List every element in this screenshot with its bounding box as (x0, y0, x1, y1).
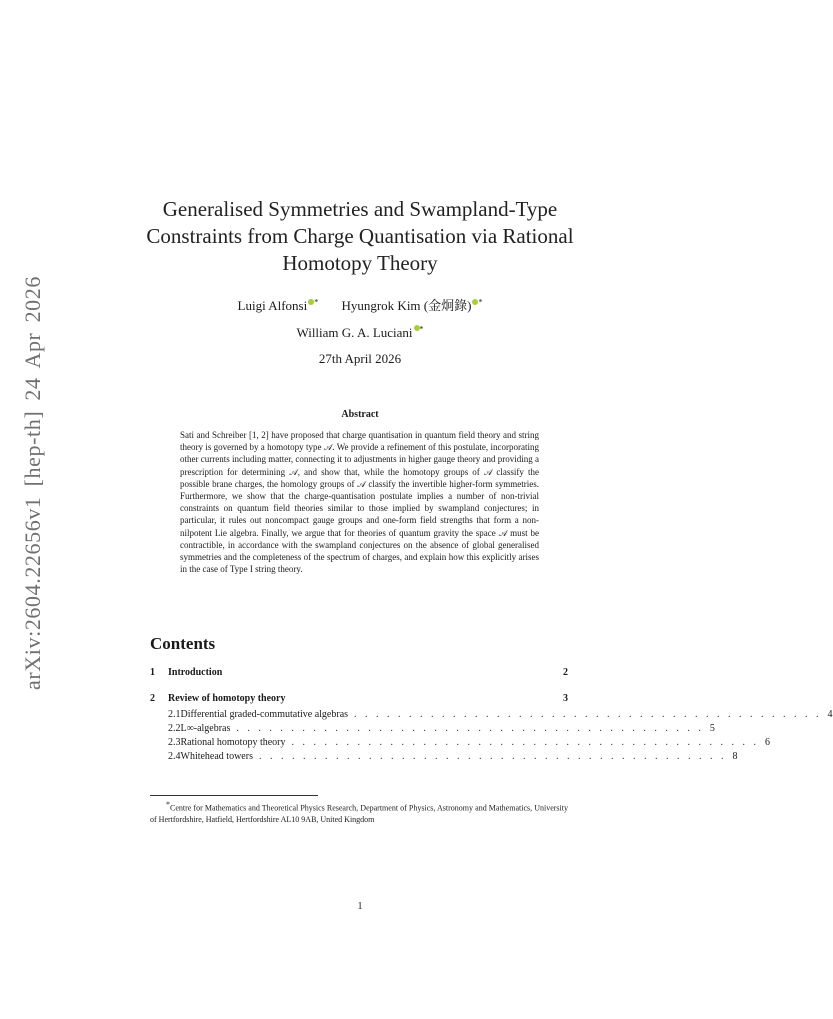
author-1 (238, 298, 319, 313)
author-name: Luigi Alfonsi (237, 298, 308, 314)
contents-heading: Contents (150, 634, 216, 653)
toc-page: 5 (709, 723, 715, 734)
toc-entry-rational-homotopy-theory[interactable] (150, 737, 770, 750)
toc-page: 3 (563, 693, 568, 704)
publication-date: 27th April 2026 (318, 351, 402, 366)
toc-title: Whitehead towers (180, 751, 253, 762)
toc-page: 8 (732, 751, 738, 762)
arxiv-stamp (20, 276, 46, 690)
author-name: William G. A. Luciani (296, 324, 413, 340)
toc-title: Review of homotopy theory (168, 693, 286, 704)
toc-leader-dots: . . . . . . . . . . . . . . . . . . . . . . . . . . . . . . . . . . . . . . . . . . . (258, 751, 727, 762)
toc-leader-dots: . . . . . . . . . . . . . . . . . . . . . . . . . . . . . . . . . . . . . . . . . . . (354, 709, 822, 720)
author-3 (296, 325, 423, 340)
abstract-text: Sati and Schreiber [1, 2] have proposed that charge quantisation in quantum field theory and string theory is governed by a homotopy type 𝒜. We provide a refinement of this postulate, incorporating other currents including matter, connecting it to adjustments in higher gauge theory and providing a prescription for determining 𝒜, and show that, while the homotopy groups of 𝒜 classify the possible brane charges, the homology groups of 𝒜 classify the invertible higher-form symmetries. Furthermore, we show that the charge-quantisation postulate implies a number of non-trivial constraints on quantum field theories similar to those implied by swampland conjectures; in particular, it rules out noncompact gauge groups and one-form field strengths that form a non-nilpotent Lie algebra. Finally, we argue that for theories of quantum gravity the space 𝒜 must be contractible, in accordance with the swampland conjectures on the absence of global generalised symmetries and the completeness of the spectrum of charges, and explain how this explicitly arises in the case of Type I string theory. (180, 430, 539, 575)
footnote-text: Centre for Mathematics and Theoretical Physics Research, Department of Physics, Astronomy and Mathematics, University of Hertfordshire, Hatfield, Hertfordshire AL10 9AB, United Kingdom (150, 803, 568, 824)
author-2 (341, 298, 482, 313)
toc-entry-introduction[interactable] (150, 667, 568, 680)
toc-title: Rational homotopy theory (180, 737, 286, 748)
abstract-heading: Abstract (341, 409, 379, 420)
toc-number: 2.1 (168, 709, 181, 720)
toc-page: 2 (563, 667, 568, 678)
toc-page: 6 (765, 737, 770, 748)
toc-number: 1 (150, 667, 155, 678)
toc-title: Introduction (168, 667, 223, 678)
arxiv-identifier: arXiv:2604.22656v1 [hep-th] 24 Apr 2026 (20, 276, 45, 690)
toc-entry-whitehead-towers[interactable] (150, 751, 738, 764)
toc-leader-dots: . . . . . . . . . . . . . . . . . . . . . . . . . . . . . . . . . . . . . . . . . . . (291, 737, 759, 748)
page-number: 1 (357, 901, 363, 912)
toc-leader-dots: . . . . . . . . . . . . . . . . . . . . . . . . . . . . . . . . . . . . . . . . . . . (236, 723, 704, 734)
toc-title: Differential graded-commutative algebras (180, 709, 349, 720)
toc-number: 2.2 (168, 723, 181, 734)
toc-number: 2.3 (168, 737, 181, 748)
affiliation-mark: * (314, 298, 319, 307)
affiliation-footnote (150, 799, 568, 825)
toc-entry-dgc-algebras[interactable] (150, 709, 833, 722)
toc-number: 2.4 (168, 751, 181, 762)
author-name: Hyungrok Kim (金炯錄) (341, 298, 472, 314)
affiliation-mark: * (478, 298, 483, 307)
affiliation-mark: * (419, 324, 424, 334)
footnote-mark: * (166, 800, 170, 809)
toc-title: L∞-algebras (180, 723, 231, 734)
toc-entry-review-of-homotopy-theory[interactable] (150, 693, 568, 706)
paper-title: Generalised Symmetries and Swampland-Type Constraints from Charge Quantisation via Rational Homotopy Theory (146, 197, 574, 275)
toc-page: 4 (827, 709, 833, 720)
toc-number: 2 (150, 693, 155, 704)
toc-entry-l-infinity-algebras[interactable] (150, 723, 715, 736)
author-list (140, 291, 580, 344)
footnote-rule (150, 795, 318, 796)
